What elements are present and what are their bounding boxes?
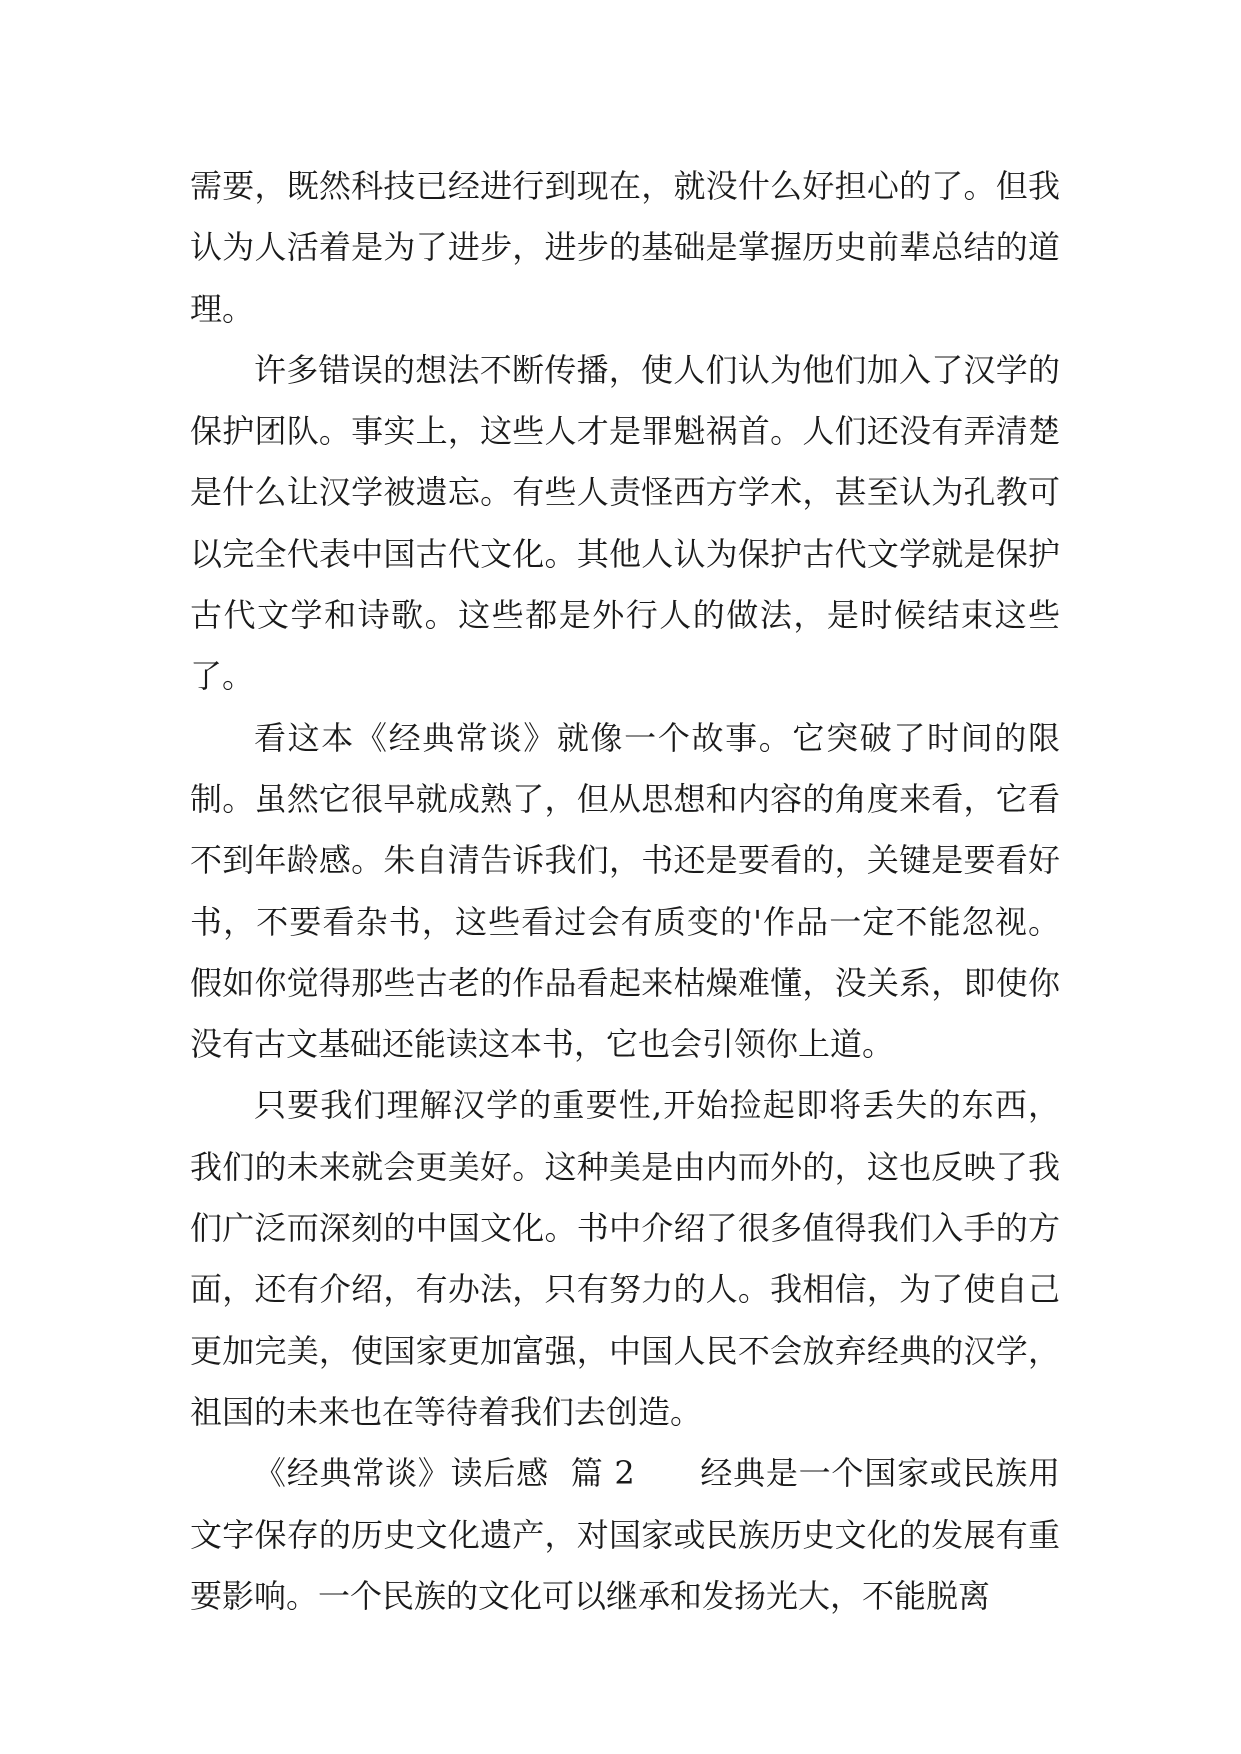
paragraph-future: 只要我们理解汉学的重要性,开始捡起即将丢失的东西，我们的未来就会更美好。这种美是由内而外的，这也反映了我们广泛而深刻的中国文化。书中介绍了很多值得我们入手的方面，还有介绍，有办法，只有努力的人。我相信，为了使自己更加完美，使国家更加富强，中国人民不会放弃经典的汉学，祖国的未来也在等待着我们去创造。	[190, 1086, 1060, 1431]
paragraph-reading-book: 看这本《经典常谈》就像一个故事。它突破了时间的限制。虽然它很早就成熟了，但从思想和内容的角度来看，它看不到年龄感。朱自清告诉我们，书还是要看的，关键是要看好书，不要看杂书，这些看过会有质变的'作品一定不能忽视。假如你觉得那些古老的作品看起来枯燥难懂，没关系，即使你没有古文基础还能读这本书，它也会引领你上道。	[190, 718, 1060, 1064]
paragraph-continuation: 需要，既然科技已经进行到现在，就没什么好担心的了。但我认为人活着是为了进步，进步的基础是掌握历史前辈总结的道理。	[190, 167, 1060, 328]
paragraph-misconceptions: 许多错误的想法不断传播，使人们认为他们加入了汉学的保护团队。事实上，这些人才是罪魁祸首。人们还没有弄清楚是什么让汉学被遗忘。有些人责怪西方学术，甚至认为孔教可以完全代表中国古代文化。其他人认为保护古代文学就是保护古代文学和诗歌。这些都是外行人的做法，是时候结束这些了。	[190, 350, 1060, 696]
paragraph-section-2	[190, 1443, 1060, 1627]
section-2-heading: 《经典常谈》读后感 篇 2	[254, 1454, 635, 1493]
body-text	[190, 156, 1060, 1627]
section-2-text: 经典是一个国家或民族用文字保存的历史文化遗产，对国家或民族历史文化的发展有重要影响。一个民族的文化可以继承和发扬光大，不能脱离	[190, 1454, 1060, 1615]
